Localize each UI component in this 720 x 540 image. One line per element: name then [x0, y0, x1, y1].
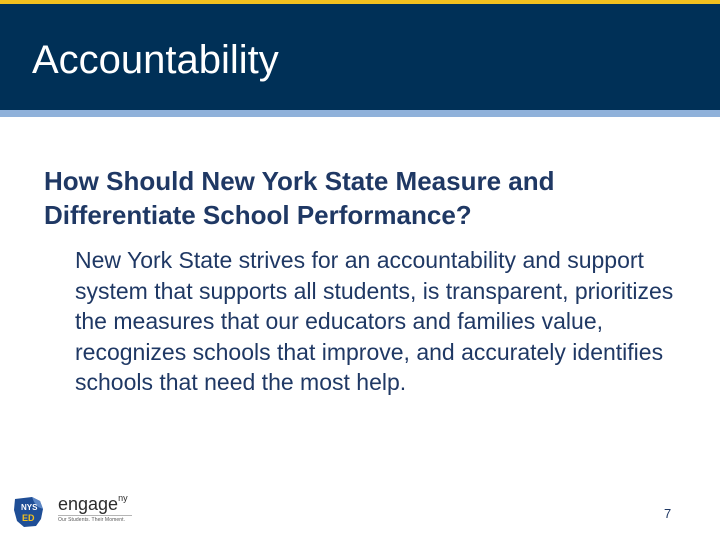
title-banner — [0, 4, 720, 110]
engage-word-sup: ny — [118, 493, 128, 503]
engage-logo-word — [58, 494, 128, 515]
engage-word-text: engage — [58, 494, 119, 514]
page-number: 7 — [664, 506, 672, 521]
slide-title: Accountability — [32, 38, 279, 82]
slide-heading: How Should New York State Measure and Differentiate School Performance? — [44, 166, 555, 230]
badge-text-top: NYS — [21, 503, 38, 512]
logo-tagline: Our Students. Their Moment. — [58, 517, 126, 523]
badge-text-bottom: ED — [22, 513, 35, 523]
engage-ny-logo — [12, 493, 137, 531]
nys-ed-badge-icon — [12, 495, 46, 529]
logo-divider — [58, 515, 132, 516]
slide-body-text: New York State strives for an accountability and support system that supports all students, is transparent, prioritizes the measures that our educators and families value, recognizes schools that improve, and accurately identifies schools that need the most help. — [75, 247, 674, 395]
title-underline-bar — [0, 110, 720, 117]
